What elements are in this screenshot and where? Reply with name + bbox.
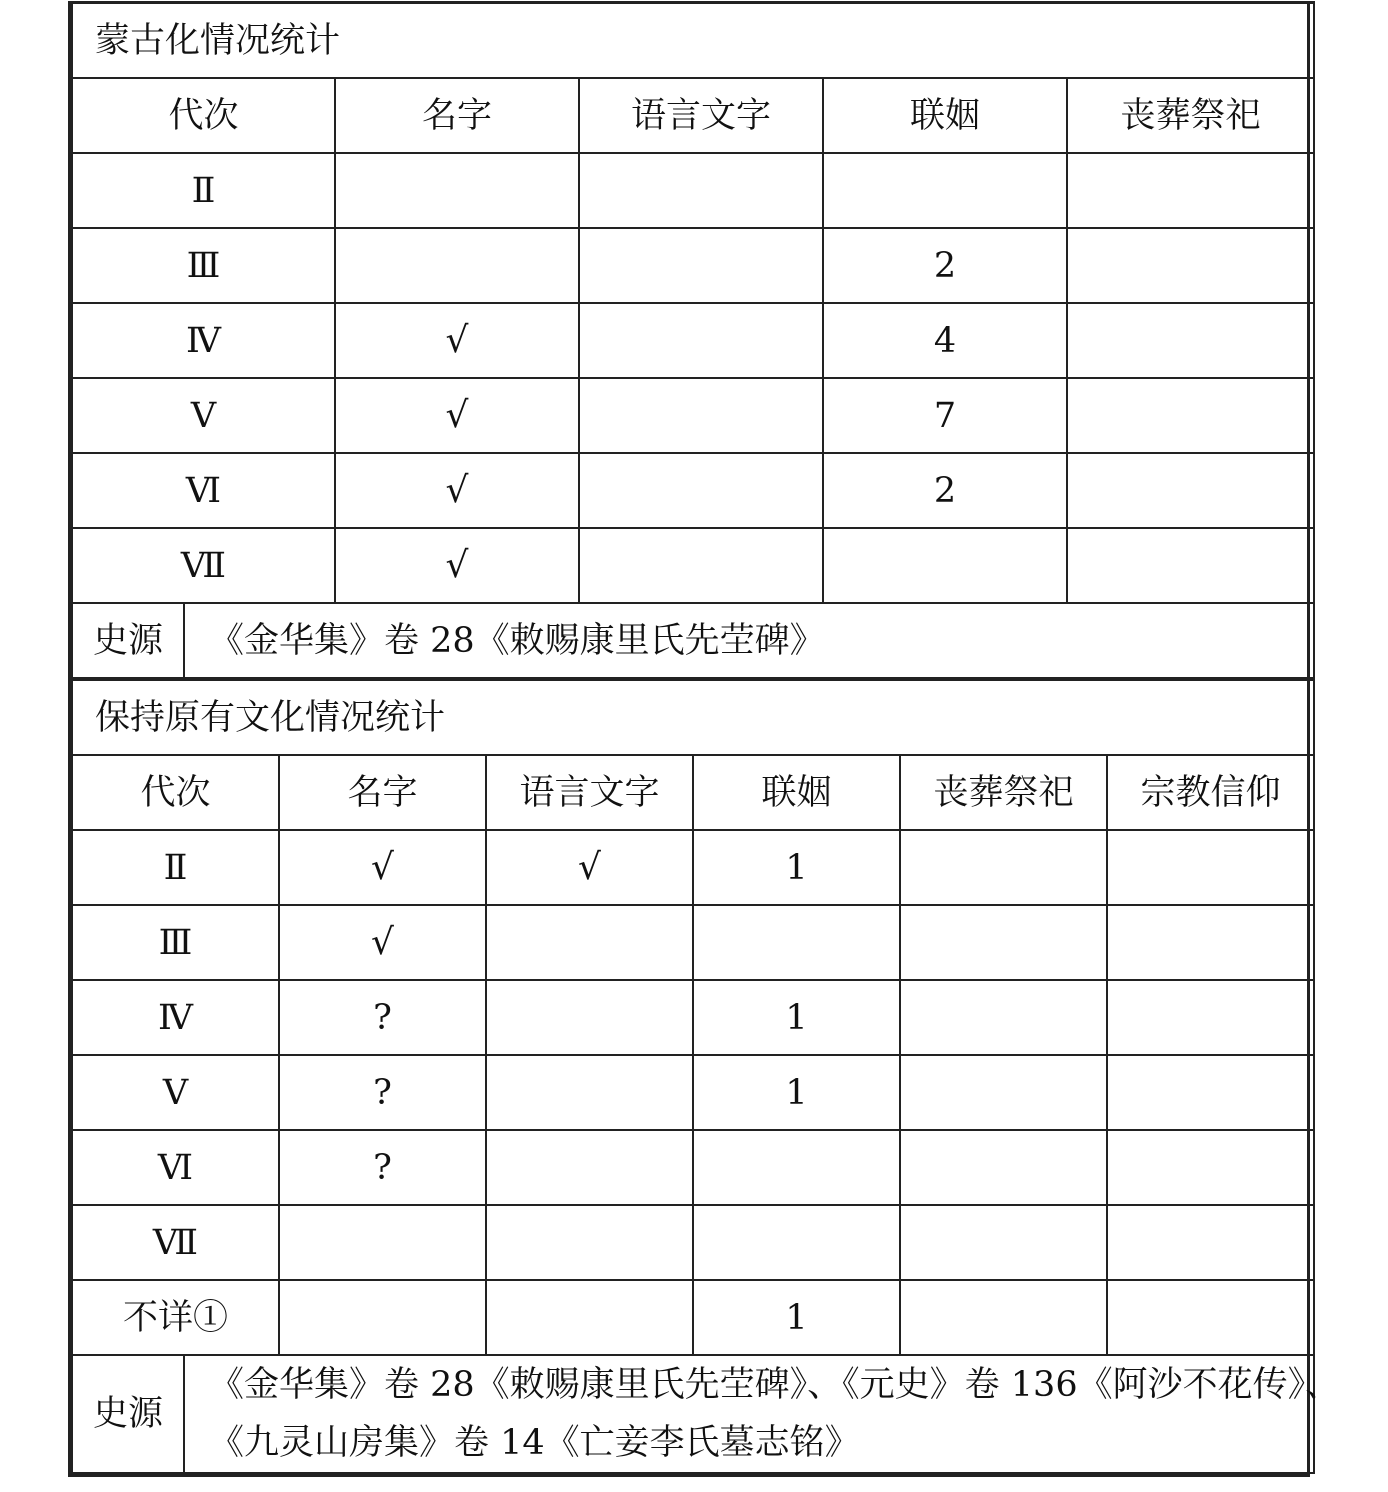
section1-header-generation: 代次 (72, 78, 335, 153)
section2-header-generation: 代次 (72, 755, 279, 830)
section2-source-label: 史源 (72, 1355, 184, 1473)
mongolization-table (71, 1, 1315, 679)
section1-header-marriage: 联姻 (823, 78, 1067, 153)
table-cell (579, 528, 823, 603)
table-cell (1067, 378, 1314, 453)
table-cell: ? (279, 980, 486, 1055)
table-cell (1067, 228, 1314, 303)
table-cell: √ (335, 378, 579, 453)
table-cell (486, 1055, 693, 1130)
section2-header-marriage: 联姻 (693, 755, 900, 830)
section2-header-language: 语言文字 (486, 755, 693, 830)
table-row (72, 453, 1314, 528)
table-cell (279, 1280, 486, 1355)
table-row (72, 905, 1314, 980)
section1-source-text: 《金华集》卷 28《敕赐康里氏先茔碑》 (184, 603, 1314, 678)
generation-cell: Ⅳ (72, 303, 335, 378)
table-cell (486, 1205, 693, 1280)
table-row (72, 1205, 1314, 1280)
generation-cell: Ⅲ (72, 228, 335, 303)
table-cell (900, 1205, 1107, 1280)
table-cell (486, 980, 693, 1055)
generation-cell: Ⅴ (72, 378, 335, 453)
table-cell (486, 1280, 693, 1355)
table-cell (1107, 1205, 1314, 1280)
section2-source-text (184, 1355, 1341, 1473)
section2-title: 保持原有文化情况统计 (72, 680, 1314, 755)
table-cell (1067, 453, 1314, 528)
table-cell: 4 (823, 303, 1067, 378)
table-cell (579, 153, 823, 228)
generation-cell: Ⅶ (72, 1205, 279, 1280)
generation-cell: Ⅴ (72, 1055, 279, 1130)
table-row (72, 980, 1314, 1055)
table-cell (900, 1280, 1107, 1355)
table-cell (486, 905, 693, 980)
generation-cell: Ⅱ (72, 153, 335, 228)
table-cell (693, 905, 900, 980)
table-row (72, 1280, 1314, 1355)
section2-body (72, 830, 1314, 1355)
table-cell (1067, 528, 1314, 603)
table-row (72, 153, 1314, 228)
table-cell (335, 153, 579, 228)
table-cell (693, 1130, 900, 1205)
statistics-table-frame (68, 1, 1341, 1477)
statistics-sheet (68, 1, 1341, 1477)
table-cell (579, 378, 823, 453)
table-cell (823, 153, 1067, 228)
table-cell (486, 1130, 693, 1205)
generation-cell: Ⅵ (72, 1130, 279, 1205)
table-row (72, 830, 1314, 905)
table-cell (1107, 830, 1314, 905)
table-cell (279, 1205, 486, 1280)
table-cell (1107, 1130, 1314, 1205)
section1-title: 蒙古化情况统计 (72, 3, 1314, 79)
table-cell: 2 (823, 228, 1067, 303)
section2-source-line1: 《金华集》卷 28《敕赐康里氏先茔碑》、《元史》卷 136《阿沙不花传》、 (209, 1365, 1341, 1405)
table-cell (579, 303, 823, 378)
table-cell: √ (335, 528, 579, 603)
table-cell (335, 228, 579, 303)
original-culture-table (71, 679, 1341, 1474)
section1-header-language: 语言文字 (579, 78, 823, 153)
section1-source-label: 史源 (72, 603, 184, 678)
table-row (72, 528, 1314, 603)
section1-header-funeral: 丧葬祭祀 (1067, 78, 1314, 153)
table-row (72, 378, 1314, 453)
section2-header-row (72, 755, 1314, 830)
section1-body (72, 153, 1314, 603)
section1-header-row (72, 78, 1314, 153)
section2-header-religion: 宗教信仰 (1107, 755, 1314, 830)
table-row (72, 303, 1314, 378)
table-cell (1067, 153, 1314, 228)
section2-source-row (72, 1355, 1314, 1473)
table-cell (900, 830, 1107, 905)
table-cell: 1 (693, 1055, 900, 1130)
table-cell (1107, 905, 1314, 980)
table-row (72, 1055, 1314, 1130)
section2-header-funeral: 丧葬祭祀 (900, 755, 1107, 830)
generation-cell: 不详① (72, 1280, 279, 1355)
generation-cell: Ⅲ (72, 905, 279, 980)
table-cell: √ (279, 905, 486, 980)
table-cell (1067, 303, 1314, 378)
section2-source-line2: 《九灵山房集》卷 14《亡妾李氏墓志铭》 (209, 1423, 860, 1463)
table-cell: 2 (823, 453, 1067, 528)
table-cell: √ (279, 830, 486, 905)
table-cell (900, 1130, 1107, 1205)
section1-header-name: 名字 (335, 78, 579, 153)
generation-cell: Ⅳ (72, 980, 279, 1055)
table-cell (1107, 980, 1314, 1055)
section1-source-row (72, 603, 1314, 678)
table-cell (900, 980, 1107, 1055)
table-cell: √ (335, 453, 579, 528)
section2-header-name: 名字 (279, 755, 486, 830)
table-cell: √ (335, 303, 579, 378)
table-cell (823, 528, 1067, 603)
table-cell: √ (486, 830, 693, 905)
generation-cell: Ⅵ (72, 453, 335, 528)
table-cell: 1 (693, 830, 900, 905)
table-cell (579, 228, 823, 303)
table-cell (1107, 1280, 1314, 1355)
table-cell: 1 (693, 980, 900, 1055)
table-row (72, 1130, 1314, 1205)
table-cell (579, 453, 823, 528)
generation-cell: Ⅶ (72, 528, 335, 603)
table-cell: 1 (693, 1280, 900, 1355)
table-cell (900, 905, 1107, 980)
table-cell: ? (279, 1130, 486, 1205)
table-cell (693, 1205, 900, 1280)
table-cell (1107, 1055, 1314, 1130)
generation-cell: Ⅱ (72, 830, 279, 905)
table-row (72, 228, 1314, 303)
table-cell: 7 (823, 378, 1067, 453)
table-cell (900, 1055, 1107, 1130)
table-cell: ? (279, 1055, 486, 1130)
